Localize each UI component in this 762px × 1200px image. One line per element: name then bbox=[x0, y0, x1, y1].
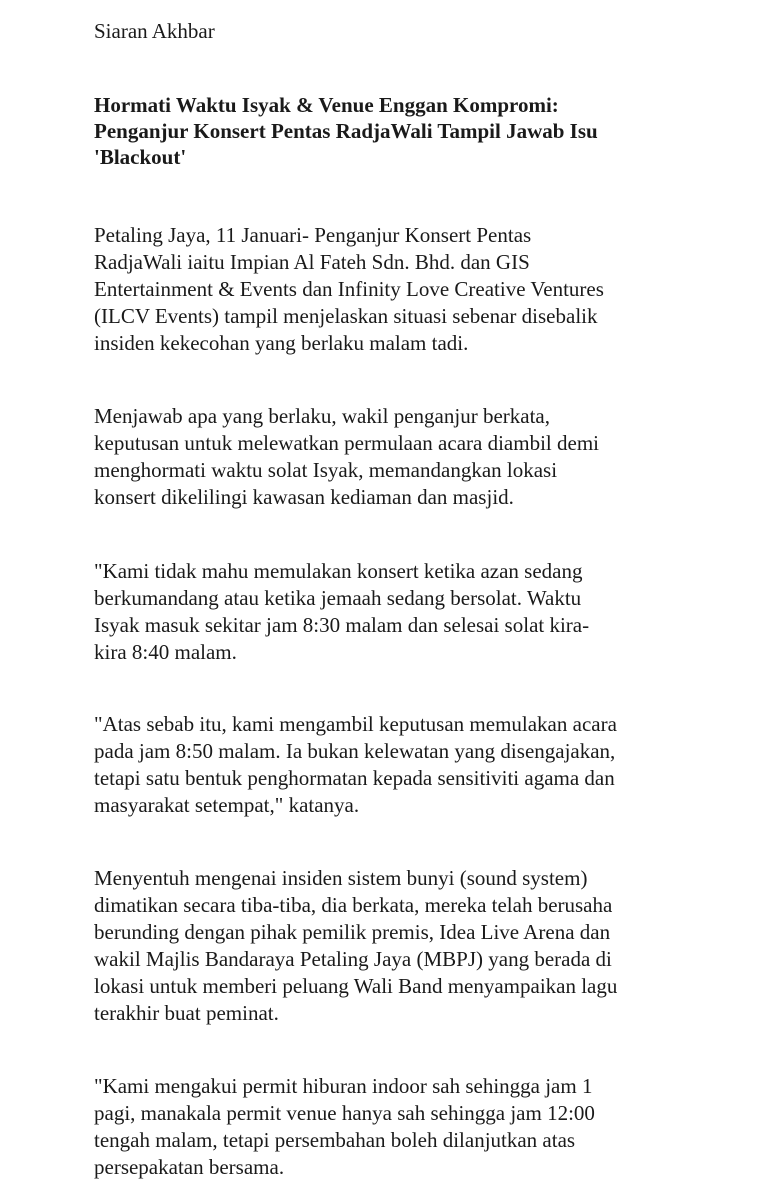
document-label: Siaran Akhbar bbox=[94, 19, 215, 43]
text-line: "Kami tidak mahu memulakan konsert ketika azan sedang bbox=[94, 559, 583, 583]
text-line: Menyentuh mengenai insiden sistem bunyi (sound system) bbox=[94, 866, 588, 890]
text-line: terakhir buat peminat. bbox=[94, 1001, 279, 1025]
headline-line: Penganjur Konsert Pentas RadjaWali Tampil Jawab Isu bbox=[94, 119, 598, 143]
paragraph-quote bbox=[94, 711, 617, 819]
headline-line: 'Blackout' bbox=[94, 145, 187, 169]
text-line: konsert dikelilingi kawasan kediaman dan masjid. bbox=[94, 485, 514, 509]
headline-line: Hormati Waktu Isyak & Venue Enggan Kompromi: bbox=[94, 93, 559, 117]
text-line: (ILCV Events) tampil menjelaskan situasi sebenar disebalik bbox=[94, 304, 598, 328]
text-line: pagi, manakala permit venue hanya sah sehingga jam 12:00 bbox=[94, 1101, 595, 1125]
text-line: kira 8:40 malam. bbox=[94, 640, 237, 664]
text-line: lokasi untuk memberi peluang Wali Band menyampaikan lagu bbox=[94, 974, 618, 998]
text-line: berunding dengan pihak pemilik premis, Idea Live Arena dan bbox=[94, 920, 611, 944]
text-line: pada jam 8:50 malam. Ia bukan kelewatan yang disengajakan, bbox=[94, 739, 616, 763]
text-line: persepakatan bersama. bbox=[94, 1155, 285, 1179]
text-line: insiden kekecohan yang berlaku malam tadi. bbox=[94, 331, 469, 355]
text-line: RadjaWali iaitu Impian Al Fateh Sdn. Bhd. dan GIS bbox=[94, 250, 530, 274]
text-line: tetapi satu bentuk penghormatan kepada sensitiviti agama dan bbox=[94, 766, 615, 790]
text-line: "Kami mengakui permit hiburan indoor sah sehingga jam 1 bbox=[94, 1074, 593, 1098]
text-line: menghormati waktu solat Isyak, memandangkan lokasi bbox=[94, 458, 558, 482]
text-line: "Atas sebab itu, kami mengambil keputusan memulakan acara bbox=[94, 712, 617, 736]
paragraph bbox=[94, 865, 617, 1027]
text-line: wakil Majlis Bandaraya Petaling Jaya (MBPJ) yang berada di bbox=[94, 947, 612, 971]
text-line: Entertainment & Events dan Infinity Love Creative Ventures bbox=[94, 277, 604, 301]
text-line: keputusan untuk melewatkan permulaan acara diambil demi bbox=[94, 431, 599, 455]
text-line: Petaling Jaya, 11 Januari- Penganjur Konsert Pentas bbox=[94, 223, 532, 247]
paragraph-quote bbox=[94, 1073, 595, 1181]
text-line: Menjawab apa yang berlaku, wakil penganjur berkata, bbox=[94, 404, 550, 428]
text-line: dimatikan secara tiba-tiba, dia berkata, mereka telah berusaha bbox=[94, 893, 613, 917]
paragraph bbox=[94, 403, 599, 511]
text-line: tengah malam, tetapi persembahan boleh dilanjutkan atas bbox=[94, 1128, 576, 1152]
headline bbox=[94, 92, 674, 170]
text-line: masyarakat setempat," katanya. bbox=[94, 793, 360, 817]
text-line: berkumandang atau ketika jemaah sedang bersolat. Waktu bbox=[94, 586, 582, 610]
text-line: Isyak masuk sekitar jam 8:30 malam dan selesai solat kira- bbox=[94, 613, 590, 637]
paragraph-quote bbox=[94, 558, 589, 666]
paragraph-dateline bbox=[94, 222, 604, 357]
